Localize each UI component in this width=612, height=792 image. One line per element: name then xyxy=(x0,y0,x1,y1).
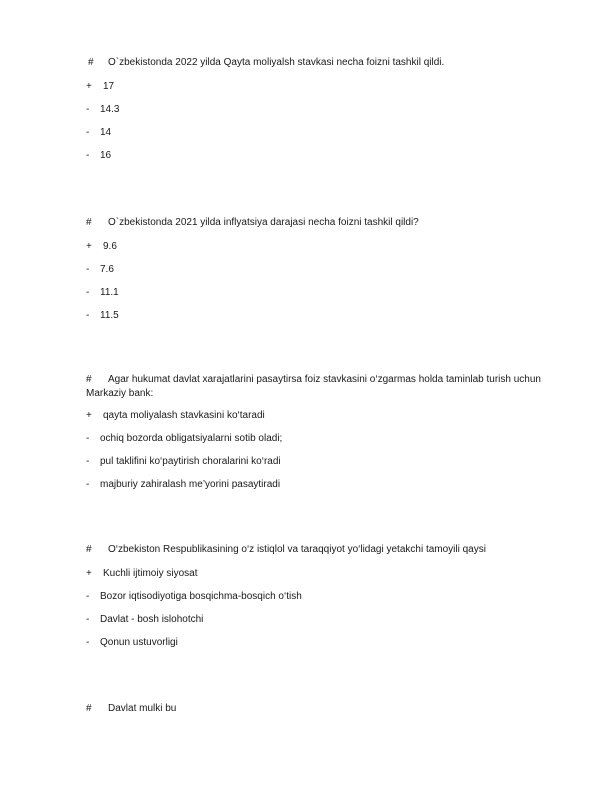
question-marker: # xyxy=(86,217,92,228)
option-marker: - xyxy=(86,287,90,298)
question-text-continuation: Markaziy bank: xyxy=(86,388,154,399)
option xyxy=(86,309,556,323)
option xyxy=(86,126,556,140)
option-marker: - xyxy=(86,433,90,444)
option-correct xyxy=(86,80,556,94)
option-text: Bozor iqtisodiyotiga bosqichma-bosqich o‘tish xyxy=(100,591,302,602)
option-correct xyxy=(86,240,556,254)
option xyxy=(86,455,556,469)
option xyxy=(86,263,556,277)
option-marker: - xyxy=(86,264,90,275)
question-marker: # xyxy=(86,544,92,555)
option-marker: - xyxy=(86,479,90,490)
option-text: qayta moliyalash stavkasini ko‘taradi xyxy=(103,410,265,421)
option-text: Davlat - bosh islohotchi xyxy=(100,614,204,625)
question-text: O`zbekistonda 2022 yilda Qayta moliyalsh stavkasi necha foizni tashkil qildi. xyxy=(108,57,445,68)
option-correct xyxy=(86,409,556,423)
option-text: Kuchli ijtimoiy siyosat xyxy=(103,568,198,579)
option-text: 11.5 xyxy=(100,310,119,321)
option-text: pul taklifini ko‘paytirish choralarini ko‘radi xyxy=(100,456,281,467)
option xyxy=(86,103,556,117)
question-line xyxy=(86,373,556,387)
option-text: Qonun ustuvorligi xyxy=(100,637,178,648)
question-2 xyxy=(86,216,556,323)
option-marker: + xyxy=(86,410,92,421)
question-text: Davlat mulki bu xyxy=(108,703,177,714)
option xyxy=(86,613,556,627)
question-line xyxy=(86,216,556,230)
option-marker: - xyxy=(86,637,90,648)
question-text: O`zbekistonda 2021 yilda inflyatsiya darajasi necha foizni tashkil qildi? xyxy=(108,217,419,228)
option-marker: - xyxy=(86,310,90,321)
option xyxy=(86,149,556,163)
option xyxy=(86,590,556,604)
option-text: 17 xyxy=(103,81,115,92)
option-marker: - xyxy=(86,591,90,602)
option-marker: - xyxy=(86,614,90,625)
option-marker: - xyxy=(86,104,90,115)
question-5 xyxy=(86,702,556,716)
option-correct xyxy=(86,567,556,581)
option-marker: + xyxy=(86,81,92,92)
question-line xyxy=(86,702,556,716)
option-marker: - xyxy=(86,127,90,138)
option-text: 14 xyxy=(100,127,112,138)
question-text: Agar hukumat davlat xarajatlarini pasaytirsa foiz stavkasini o‘zgarmas holda taminlab turish uchun xyxy=(108,374,541,385)
question-3 xyxy=(86,373,556,492)
option xyxy=(86,478,556,492)
option-marker: - xyxy=(86,456,90,467)
question-line xyxy=(86,56,556,70)
option-text: 7.6 xyxy=(100,264,114,275)
question-4 xyxy=(86,543,556,650)
question-marker: # xyxy=(86,703,92,714)
question-text: O‘zbekiston Respublikasining o‘z istiqlol va taraqqiyot yo‘lidagi yetakchi tamoyili qaysi xyxy=(108,544,486,555)
question-line xyxy=(86,543,556,557)
option-text: 9.6 xyxy=(103,241,117,252)
option xyxy=(86,636,556,650)
option-marker: + xyxy=(86,241,92,252)
question-1 xyxy=(86,56,556,163)
option-marker: - xyxy=(86,150,90,161)
option xyxy=(86,286,556,300)
option-text: 14.3 xyxy=(100,104,120,115)
question-marker: # xyxy=(86,374,92,385)
option-text: 11.1 xyxy=(100,287,119,298)
option-text: majburiy zahiralash me’yorini pasaytiradi xyxy=(100,479,281,490)
option xyxy=(86,432,556,446)
option-marker: + xyxy=(86,568,92,579)
option-text: ochiq bozorda obligatsiyalarni sotib oladi; xyxy=(100,433,283,444)
question-marker: # xyxy=(88,57,94,68)
option-text: 16 xyxy=(100,150,112,161)
